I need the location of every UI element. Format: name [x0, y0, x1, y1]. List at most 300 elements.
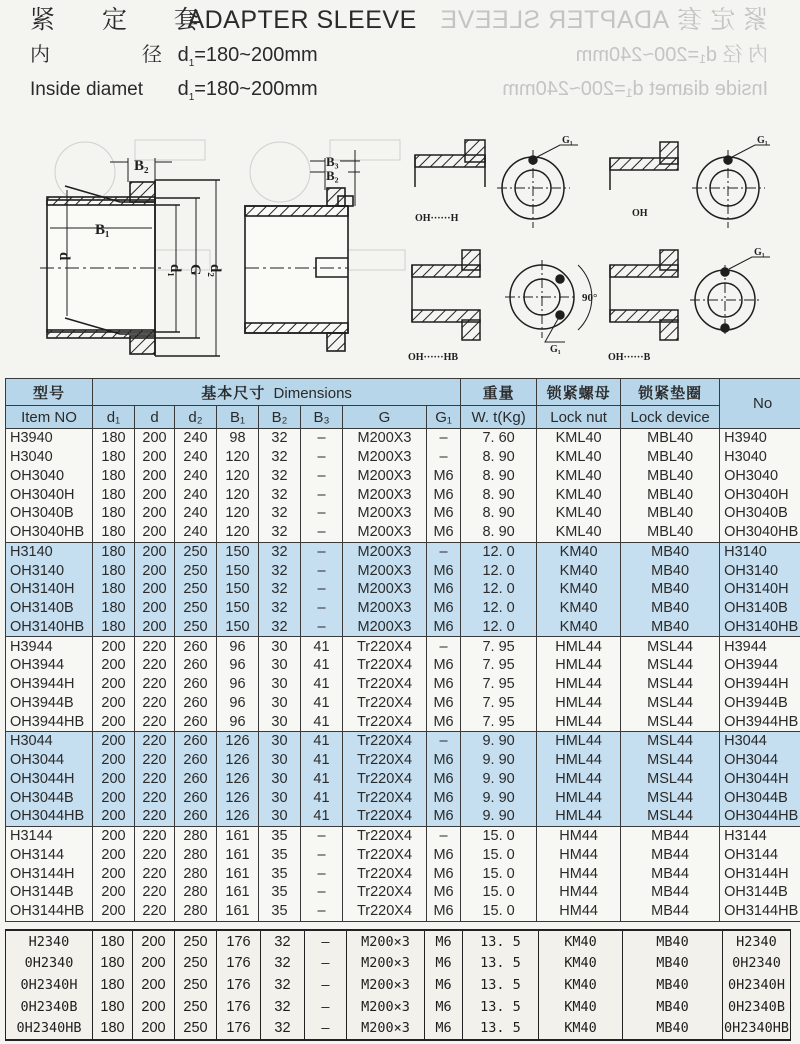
appendix-cell-d1: 180: [93, 974, 133, 996]
cell-no: OH3044: [720, 751, 800, 770]
cell-d: 220: [135, 675, 175, 694]
cell-lock-device: MB40: [621, 542, 720, 561]
technical-drawings: [0, 110, 800, 375]
cell-lock-device: MBL40: [621, 467, 720, 486]
cell-d: 220: [135, 732, 175, 751]
inner-diameter-row-cn: [30, 38, 417, 72]
table-row: [6, 485, 800, 504]
cell-d1: 200: [93, 694, 135, 713]
inner-char: 内: [30, 44, 50, 66]
appendix-cell-weight: 13. 5: [463, 974, 539, 996]
cell-b2: 32: [259, 429, 301, 448]
cell-item-no: H3140: [6, 542, 93, 561]
cell-b1: 126: [217, 788, 259, 807]
cell-b2: 35: [259, 846, 301, 865]
cell-b1: 120: [217, 504, 259, 523]
appendix-cell-b3: –: [305, 930, 347, 953]
table-row: [6, 504, 800, 523]
ghost-line3: Inside diamet d₁=200~240mm: [502, 78, 768, 100]
cell-lock-device: MB44: [621, 864, 720, 883]
cell-b3: –: [301, 448, 343, 467]
cell-d: 200: [135, 599, 175, 618]
cell-weight: 7. 95: [461, 694, 537, 713]
cell-weight: 8. 90: [461, 504, 537, 523]
appendix-cell-no: 0H2340HB: [723, 1017, 791, 1040]
appendix-cell-g1: M6: [425, 1017, 463, 1040]
cell-g1: M6: [427, 599, 461, 618]
cell-no: OH3040: [720, 467, 800, 486]
cell-d1: 180: [93, 618, 135, 637]
cell-d2: 250: [175, 561, 217, 580]
inner-diameter-label-cn: [30, 38, 172, 72]
cell-b3: –: [301, 504, 343, 523]
appendix-cell-b3: –: [305, 1017, 347, 1040]
cell-d1: 180: [93, 542, 135, 561]
table-row: [6, 732, 800, 751]
cell-weight: 9. 90: [461, 751, 537, 770]
header-item-cn: 型号: [6, 379, 93, 406]
cell-d: 200: [135, 561, 175, 580]
sleeve-drawings-svg: [0, 110, 800, 375]
label-b2-second: B₂: [326, 168, 339, 183]
appendix-cell-g: M200×3: [347, 1017, 425, 1040]
cell-b1: 161: [217, 846, 259, 865]
appendix-cell-b3: –: [305, 996, 347, 1018]
cell-b2: 32: [259, 448, 301, 467]
table-row: [6, 429, 800, 448]
appendix-cell-lock-nut: KM40: [539, 996, 623, 1018]
cell-lock-device: MB40: [621, 599, 720, 618]
cell-no: OH3044HB: [720, 807, 800, 826]
cell-g1: –: [427, 542, 461, 561]
table-row: [6, 846, 800, 865]
cell-lock-device: MBL40: [621, 429, 720, 448]
cell-item-no: OH3144B: [6, 883, 93, 902]
cell-g1: –: [427, 448, 461, 467]
cell-b3: –: [301, 467, 343, 486]
table-row: [6, 656, 800, 675]
cell-no: OH3044B: [720, 788, 800, 807]
cell-d2: 260: [175, 788, 217, 807]
cell-lock-nut: HML44: [537, 751, 621, 770]
cell-g: Tr220X4: [343, 846, 427, 865]
cell-item-no: OH3944HB: [6, 712, 93, 731]
table-row: [6, 675, 800, 694]
cell-weight: 12. 0: [461, 618, 537, 637]
appendix-cell-d: 200: [133, 930, 175, 953]
cell-lock-nut: KM40: [537, 542, 621, 561]
cell-b1: 150: [217, 561, 259, 580]
appendix-cell-no: 0H2340H: [723, 974, 791, 996]
cell-b2: 30: [259, 637, 301, 656]
cell-lock-nut: KM40: [537, 561, 621, 580]
appendix-cell-lock-nut: KM40: [539, 930, 623, 953]
cell-b1: 161: [217, 902, 259, 921]
header-col-b3: B₃: [301, 406, 343, 429]
cell-lock-device: MB44: [621, 826, 720, 845]
appendix-row: [6, 996, 791, 1018]
cell-no: OH3140H: [720, 580, 800, 599]
cell-weight: 15. 0: [461, 902, 537, 921]
cell-weight: 12. 0: [461, 542, 537, 561]
cell-b3: –: [301, 846, 343, 865]
cell-lock-device: MSL44: [621, 712, 720, 731]
drawing-sleeve-b3-labels: [326, 154, 339, 183]
formula-symbol: d: [177, 78, 189, 100]
cell-g: M200X3: [343, 504, 427, 523]
cell-b1: 161: [217, 883, 259, 902]
cell-b1: 120: [217, 485, 259, 504]
table-row: [6, 694, 800, 713]
cell-d: 220: [135, 788, 175, 807]
cell-b1: 98: [217, 429, 259, 448]
cell-d2: 260: [175, 732, 217, 751]
cell-b1: 96: [217, 694, 259, 713]
cell-b1: 96: [217, 637, 259, 656]
appendix-cell-b3: –: [305, 974, 347, 996]
cell-d2: 240: [175, 429, 217, 448]
appendix-cell-weight: 13. 5: [463, 996, 539, 1018]
cell-d1: 200: [93, 788, 135, 807]
cell-lock-nut: KML40: [537, 467, 621, 486]
cell-weight: 8. 90: [461, 448, 537, 467]
cell-g1: M6: [427, 788, 461, 807]
cell-d1: 200: [93, 656, 135, 675]
cell-d1: 200: [93, 732, 135, 751]
appendix-cell-item-no: 0H2340H: [6, 974, 93, 996]
cell-d: 200: [135, 448, 175, 467]
cell-weight: 15. 0: [461, 864, 537, 883]
formula-symbol: d: [177, 44, 189, 66]
cell-d: 200: [135, 542, 175, 561]
header-locknut-en: Lock nut: [537, 406, 621, 429]
cell-g1: M6: [427, 902, 461, 921]
appendix-cell-weight: 13. 5: [463, 930, 539, 953]
inside-diameter-label: Inside diamet: [30, 79, 144, 100]
table-row: [6, 618, 800, 637]
header-lockdev-en: Lock device: [621, 406, 720, 429]
appendix-cell-b2: 32: [261, 996, 305, 1018]
table-row: [6, 712, 800, 731]
cell-no: OH3944: [720, 656, 800, 675]
ghost-line2: 内 径 d₁=200~240mm: [575, 44, 768, 66]
formula-subscript: 1: [188, 92, 195, 103]
cell-b3: 41: [301, 637, 343, 656]
cell-lock-nut: HM44: [537, 902, 621, 921]
cell-b3: –: [301, 485, 343, 504]
cell-d2: 250: [175, 542, 217, 561]
label-angle-90: 90°: [582, 292, 598, 304]
cell-d2: 240: [175, 448, 217, 467]
cell-d2: 260: [175, 637, 217, 656]
appendix-cell-g1: M6: [425, 996, 463, 1018]
table-row: [6, 448, 800, 467]
cell-weight: 15. 0: [461, 846, 537, 865]
cell-no: OH3140: [720, 561, 800, 580]
adapter-sleeve-spec-table: [5, 378, 800, 922]
cell-g1: M6: [427, 864, 461, 883]
cell-g: M200X3: [343, 618, 427, 637]
diameter-char: 径: [142, 44, 162, 66]
appendix-cell-lock-device: MB40: [623, 1017, 723, 1040]
cell-g1: M6: [427, 883, 461, 902]
cell-no: H3940: [720, 429, 800, 448]
cell-g1: M6: [427, 770, 461, 789]
appendix-row: [6, 953, 791, 975]
cell-item-no: OH3944B: [6, 694, 93, 713]
cell-b1: 150: [217, 580, 259, 599]
cell-weight: 9. 90: [461, 788, 537, 807]
cell-b3: –: [301, 599, 343, 618]
header-col-g1: G₁: [427, 406, 461, 429]
cell-b1: 126: [217, 751, 259, 770]
cell-d: 220: [135, 694, 175, 713]
cell-lock-device: MB44: [621, 846, 720, 865]
cell-d2: 240: [175, 467, 217, 486]
cell-g: Tr220X4: [343, 675, 427, 694]
cell-weight: 12. 0: [461, 561, 537, 580]
cell-weight: 7. 95: [461, 675, 537, 694]
cell-b1: 96: [217, 675, 259, 694]
cell-b1: 150: [217, 542, 259, 561]
table-header: [6, 379, 800, 429]
appendix-cell-b1: 176: [217, 974, 261, 996]
cell-b2: 32: [259, 523, 301, 542]
cell-weight: 8. 90: [461, 467, 537, 486]
cell-lock-nut: KML40: [537, 448, 621, 467]
cell-lock-nut: KML40: [537, 429, 621, 448]
cell-b2: 35: [259, 826, 301, 845]
cell-d2: 240: [175, 485, 217, 504]
cell-b2: 30: [259, 712, 301, 731]
cell-g: Tr220X4: [343, 656, 427, 675]
cell-b3: 41: [301, 770, 343, 789]
cell-lock-device: MSL44: [621, 770, 720, 789]
appendix-cell-b2: 32: [261, 974, 305, 996]
cell-g1: M6: [427, 807, 461, 826]
cell-g: M200X3: [343, 580, 427, 599]
appendix-cell-b1: 176: [217, 996, 261, 1018]
cell-lock-device: MBL40: [621, 485, 720, 504]
cell-weight: 12. 0: [461, 599, 537, 618]
table-row: [6, 883, 800, 902]
cell-lock-nut: HM44: [537, 883, 621, 902]
table-row: [6, 826, 800, 845]
appendix-cell-g: M200×3: [347, 974, 425, 996]
appendix-cell-d1: 180: [93, 996, 133, 1018]
cell-lock-device: MSL44: [621, 656, 720, 675]
appendix-cell-b2: 32: [261, 930, 305, 953]
cell-b3: –: [301, 429, 343, 448]
label-d1: d₁: [167, 264, 183, 277]
appendix-cell-g: M200×3: [347, 953, 425, 975]
header-text: [30, 2, 417, 106]
cell-b3: –: [301, 542, 343, 561]
cell-lock-nut: KML40: [537, 504, 621, 523]
cell-d1: 180: [93, 561, 135, 580]
cell-d1: 180: [93, 429, 135, 448]
cell-g1: –: [427, 637, 461, 656]
cell-d2: 280: [175, 846, 217, 865]
header-weight-cn: 重量: [461, 379, 537, 406]
cell-g: Tr220X4: [343, 807, 427, 826]
header-col-b2: B₂: [259, 406, 301, 429]
cell-b2: 32: [259, 599, 301, 618]
cell-d1: 200: [93, 712, 135, 731]
cell-b1: 96: [217, 656, 259, 675]
cell-lock-nut: KML40: [537, 485, 621, 504]
cell-b3: –: [301, 883, 343, 902]
cell-lock-device: MSL44: [621, 732, 720, 751]
cell-no: H3044: [720, 732, 800, 751]
cell-b3: –: [301, 902, 343, 921]
cell-g: M200X3: [343, 467, 427, 486]
cell-weight: 9. 90: [461, 732, 537, 751]
table-row: [6, 523, 800, 542]
cell-weight: 9. 90: [461, 770, 537, 789]
appendix-cell-b1: 176: [217, 953, 261, 975]
cell-no: OH3140HB: [720, 618, 800, 637]
label-oh-b: OH······B: [608, 352, 651, 363]
cell-lock-nut: HM44: [537, 864, 621, 883]
appendix-cell-d1: 180: [93, 1017, 133, 1040]
cell-no: OH3944HB: [720, 712, 800, 731]
cell-g: M200X3: [343, 485, 427, 504]
cell-d: 200: [135, 429, 175, 448]
cell-d1: 200: [93, 864, 135, 883]
label-g: G: [187, 264, 203, 276]
appendix-cell-weight: 13. 5: [463, 953, 539, 975]
cell-lock-nut: KML40: [537, 523, 621, 542]
cell-b2: 32: [259, 561, 301, 580]
cell-g: Tr220X4: [343, 902, 427, 921]
cell-lock-nut: KM40: [537, 599, 621, 618]
cell-b1: 126: [217, 732, 259, 751]
cell-lock-nut: HML44: [537, 807, 621, 826]
cell-b3: 41: [301, 694, 343, 713]
ghost-title: 紧 定 套 ADAPTER SLEEVE: [439, 6, 768, 34]
cell-b3: 41: [301, 656, 343, 675]
appendix-cell-no: 0H2340: [723, 953, 791, 975]
label-g1-a: G₁: [562, 135, 573, 146]
appendix-cell-item-no: 0H2340: [6, 953, 93, 975]
appendix-cell-b3: –: [305, 953, 347, 975]
cell-g1: –: [427, 826, 461, 845]
appendix-cell-lock-device: MB40: [623, 996, 723, 1018]
cell-d1: 180: [93, 448, 135, 467]
formula-value: =180~200mm: [194, 44, 318, 66]
cell-g: M200X3: [343, 429, 427, 448]
cell-g1: M6: [427, 504, 461, 523]
cell-item-no: H3940: [6, 429, 93, 448]
appendix-cell-lock-device: MB40: [623, 953, 723, 975]
cell-b3: 41: [301, 675, 343, 694]
table-row: [6, 751, 800, 770]
appendix-cell-d2: 250: [175, 996, 217, 1018]
cell-d1: 200: [93, 883, 135, 902]
cell-lock-nut: HML44: [537, 675, 621, 694]
cell-no: OH3144H: [720, 864, 800, 883]
cell-lock-nut: HML44: [537, 656, 621, 675]
formula-subscript: 1: [188, 58, 195, 69]
header-dimensions: 基本尺寸 Dimensions: [93, 379, 461, 406]
table-row: [6, 599, 800, 618]
table-row: [6, 467, 800, 486]
cell-d1: 200: [93, 675, 135, 694]
cell-item-no: OH3140HB: [6, 618, 93, 637]
table-row: [6, 807, 800, 826]
cell-no: OH3944B: [720, 694, 800, 713]
cell-d: 200: [135, 467, 175, 486]
cell-g1: –: [427, 429, 461, 448]
cell-d: 200: [135, 485, 175, 504]
cell-d1: 180: [93, 580, 135, 599]
cell-g1: M6: [427, 751, 461, 770]
drawing-sleeve-b3: [245, 150, 360, 351]
appendix-row: [6, 1017, 791, 1040]
appendix-cell-d: 200: [133, 974, 175, 996]
cell-b3: –: [301, 580, 343, 599]
cell-d2: 260: [175, 656, 217, 675]
cell-b3: 41: [301, 712, 343, 731]
label-oh: OH: [632, 208, 648, 219]
cell-d: 220: [135, 637, 175, 656]
cell-lock-device: MB40: [621, 561, 720, 580]
label-g1-d: G₁: [754, 247, 765, 258]
cell-d2: 250: [175, 580, 217, 599]
cell-item-no: OH3044H: [6, 770, 93, 789]
appendix-cell-lock-nut: KM40: [539, 974, 623, 996]
cell-d: 220: [135, 770, 175, 789]
cell-d: 200: [135, 618, 175, 637]
label-b1: B₁: [95, 222, 110, 238]
cell-b3: 41: [301, 751, 343, 770]
cell-item-no: OH3040: [6, 467, 93, 486]
cell-g: Tr220X4: [343, 712, 427, 731]
cell-g1: M6: [427, 846, 461, 865]
cell-g1: M6: [427, 523, 461, 542]
label-g1-b: G₁: [757, 135, 768, 146]
label-oh-hb: OH······HB: [408, 352, 459, 363]
appendix-cell-lock-nut: KM40: [539, 1017, 623, 1040]
cell-b2: 35: [259, 883, 301, 902]
cell-d: 200: [135, 504, 175, 523]
cell-b3: 41: [301, 807, 343, 826]
cell-no: H3140: [720, 542, 800, 561]
cell-b2: 30: [259, 788, 301, 807]
header-no: No: [720, 379, 800, 429]
appendix-cell-g1: M6: [425, 974, 463, 996]
cell-g: M200X3: [343, 561, 427, 580]
cell-item-no: H3944: [6, 637, 93, 656]
cell-lock-nut: HML44: [537, 732, 621, 751]
cell-d: 220: [135, 807, 175, 826]
cell-b1: 120: [217, 448, 259, 467]
cell-b2: 32: [259, 467, 301, 486]
cell-g1: M6: [427, 618, 461, 637]
cell-g1: M6: [427, 580, 461, 599]
cell-weight: 9. 90: [461, 807, 537, 826]
cell-d2: 280: [175, 902, 217, 921]
cell-item-no: OH3044B: [6, 788, 93, 807]
cell-d: 220: [135, 712, 175, 731]
cell-g: M200X3: [343, 523, 427, 542]
mirrored-bleedthrough-text: [440, 2, 768, 106]
appendix-cell-b1: 176: [217, 1017, 261, 1040]
cell-g1: M6: [427, 561, 461, 580]
appendix-row: [6, 974, 791, 996]
appendix-cell-g: M200×3: [347, 996, 425, 1018]
